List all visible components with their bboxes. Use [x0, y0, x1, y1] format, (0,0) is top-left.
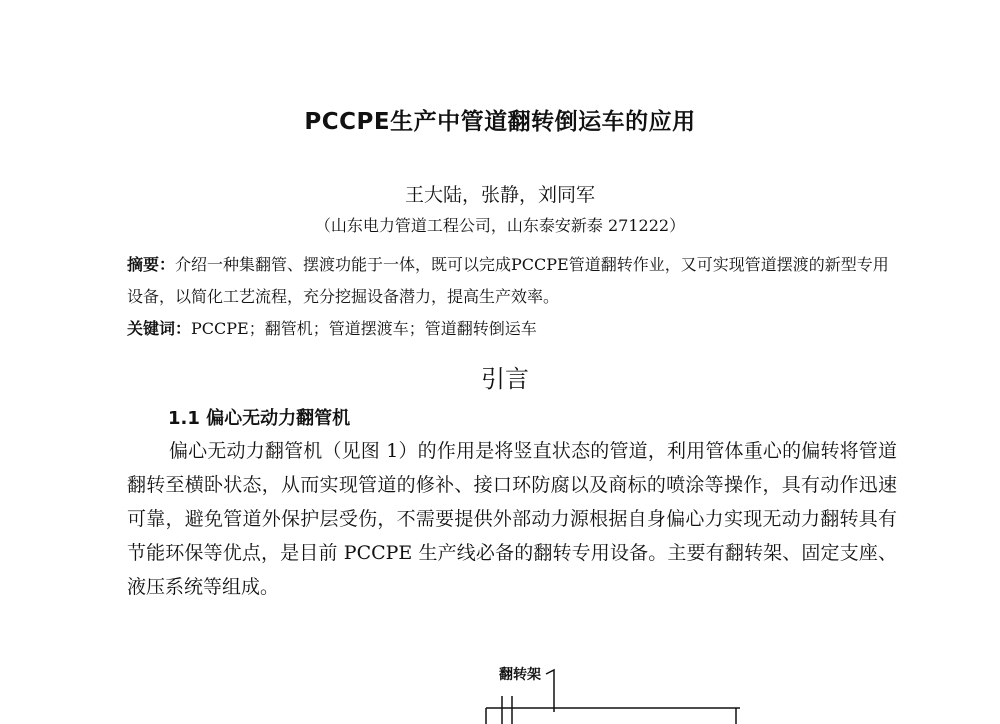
- leader-line: [546, 670, 554, 712]
- section-heading: 引言: [481, 365, 529, 393]
- figure-label: 翻转架: [499, 667, 541, 683]
- subsection-heading-text: 1.1 偏心无动力翻管机: [168, 408, 351, 429]
- paper-title: PCCPE生产中管道翻转倒运车的应用: [304, 109, 696, 135]
- keywords: [127, 316, 537, 339]
- abstract-text: 介绍一种集翻管、摆渡功能于一体，既可以完成PCCPE管道翻转作业，又可实现管道摆渡的新型专用设备，以简化工艺流程，充分挖掘设备潜力，提高生产效率。: [127, 255, 889, 306]
- keywords-label: 关键词：: [127, 319, 192, 338]
- keywords-text: PCCPE；翻管机；管道摆渡车；管道翻转倒运车: [191, 319, 537, 338]
- abstract: [127, 249, 897, 313]
- abstract-label: 摘要：: [127, 255, 176, 274]
- body-paragraph: 偏心无动力翻管机（见图 1）的作用是将竖直状态的管道，利用管体重心的偏转将管道翻转至横卧状态，从而实现管道的修补、接口环防腐以及商标的喷涂等操作，具有动作迅速可靠，避免管道外保护层受伤，不需要提供外部动力源根据自身偏心力实现无动力翻转具有节能环保等优点，是目前 PCCPE 生产线必备的翻转专用设备。主要有翻转架、固定支座、液压系统等组成。: [127, 440, 897, 598]
- author-list: 王大陆，张静，刘同军: [404, 184, 595, 206]
- subsection-heading: [168, 404, 350, 430]
- affiliation: （山东电力管道工程公司，山东泰安新泰 271222）: [314, 216, 686, 235]
- figure-drawing: [470, 660, 770, 724]
